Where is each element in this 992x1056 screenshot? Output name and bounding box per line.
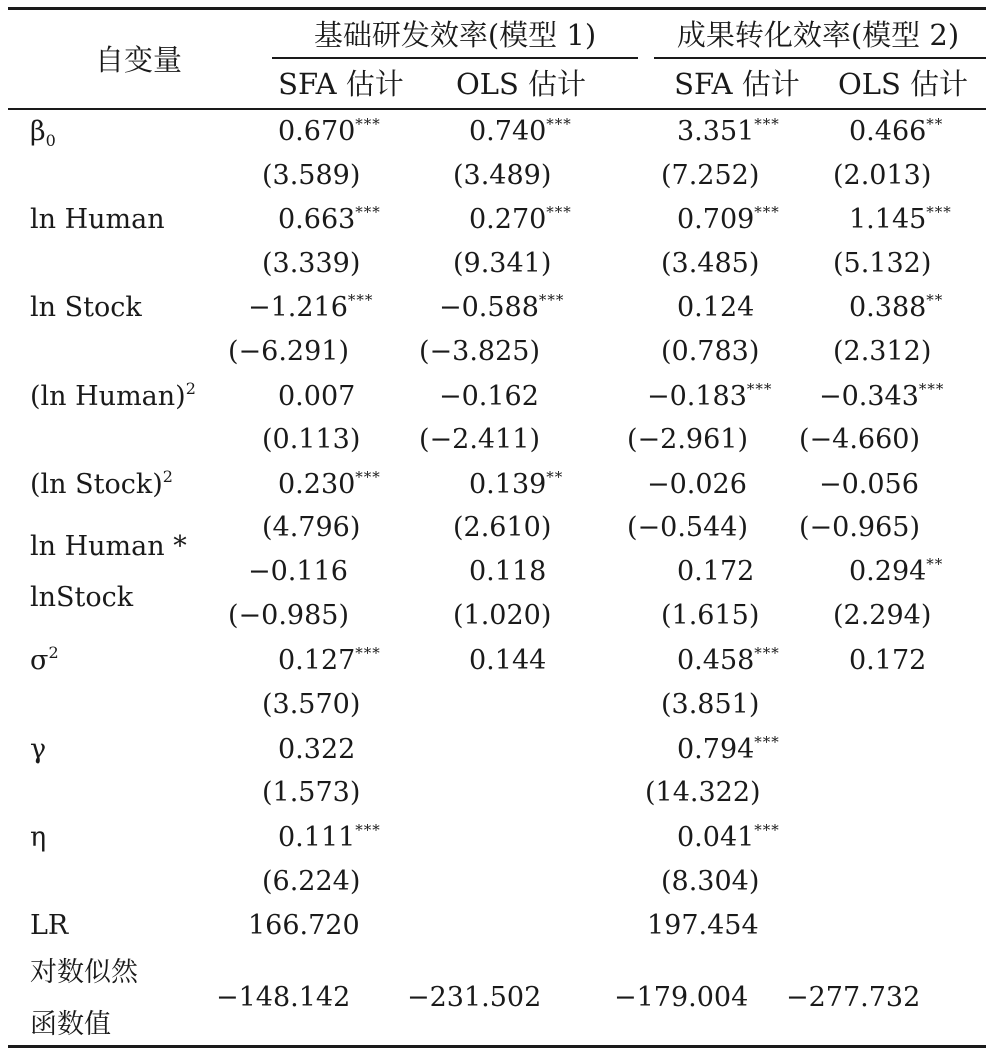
cell-tstat: (2.294): [833, 600, 932, 631]
cell-tstat: (7.252): [661, 160, 760, 191]
label-ln-stock: ln Stock: [30, 292, 142, 323]
cell-tstat: (1.020): [453, 600, 552, 631]
cell-value: −148.142: [216, 982, 351, 1013]
header-ols-2: OLS 估计: [837, 67, 969, 101]
cell-value: −0.026: [647, 469, 747, 500]
cell-tstat: (2.013): [833, 160, 932, 191]
cell-value: 0.458***: [677, 644, 780, 676]
cell-value: 0.172: [677, 556, 755, 587]
cell-value: −231.502: [407, 982, 542, 1013]
cell-value: 0.124: [677, 292, 755, 323]
cell-value: 1.145***: [849, 203, 952, 235]
cell-value: −0.056: [819, 469, 919, 500]
cell-tstat: (−2.961): [627, 424, 748, 455]
cell-value: 0.794***: [677, 733, 780, 765]
cell-tstat: (1.615): [661, 600, 760, 631]
cell-value: 0.270***: [469, 203, 572, 235]
cell-value: 0.118: [469, 556, 547, 587]
cell-tstat: (3.589): [262, 160, 361, 191]
cell-value: 0.388**: [849, 291, 944, 323]
cell-tstat: (0.113): [262, 424, 361, 455]
header-model2: 成果转化效率(模型 2): [676, 18, 960, 52]
cell-tstat: (−0.985): [228, 600, 349, 631]
cell-value: 0.294**: [849, 555, 944, 587]
cell-tstat: (2.312): [833, 336, 932, 367]
cell-tstat: (−0.544): [627, 512, 748, 543]
cell-value: 166.720: [248, 910, 360, 941]
cell-tstat: (3.851): [661, 689, 760, 720]
cell-value: −0.588***: [439, 291, 565, 323]
cell-tstat: (−2.411): [419, 424, 540, 455]
cell-value: −179.004: [614, 982, 749, 1013]
cell-tstat: (5.132): [833, 248, 932, 279]
label-interaction-line2: lnStock: [30, 582, 134, 613]
header-model1: 基础研发效率(模型 1): [313, 18, 597, 52]
label-ln-stock-sq: (ln Stock)$^2$: [30, 467, 173, 500]
cell-tstat: (3.489): [453, 160, 552, 191]
cell-tstat: (3.485): [661, 248, 760, 279]
label-ln-human-sq: (ln Human)$^2$: [30, 379, 196, 412]
top-rule: [8, 7, 986, 10]
cell-tstat: (4.796): [262, 512, 361, 543]
cell-tstat: (14.322): [645, 777, 761, 808]
cell-value: 0.663***: [278, 203, 381, 235]
label-sigma2: $\sigma^2$: [30, 643, 59, 676]
header-rule: [8, 108, 986, 110]
cell-value: 197.454: [647, 910, 759, 941]
cell-value: 0.041***: [677, 821, 780, 853]
cell-tstat: (−3.825): [419, 336, 540, 367]
cell-tstat: (6.224): [262, 866, 361, 897]
cell-value: 0.670***: [278, 115, 381, 147]
header-sfa-1: SFA 估计: [278, 67, 404, 101]
cell-tstat: (9.341): [453, 248, 552, 279]
cell-tstat: (−4.660): [799, 424, 920, 455]
cell-value: −0.162: [439, 381, 539, 412]
cell-value: 0.709***: [677, 203, 780, 235]
bottom-rule: [8, 1045, 986, 1048]
cell-tstat: (0.783): [661, 336, 760, 367]
cell-tstat: (1.573): [262, 777, 361, 808]
cell-value: 0.740***: [469, 115, 572, 147]
cell-tstat: (−6.291): [228, 336, 349, 367]
cell-value: 0.139**: [469, 468, 564, 500]
cell-value: 0.322: [278, 734, 356, 765]
cell-value: 0.466**: [849, 115, 944, 147]
label-eta: η: [30, 822, 47, 853]
cell-value: 3.351***: [677, 115, 780, 147]
cell-tstat: (3.570): [262, 689, 361, 720]
cell-value: −0.116: [248, 556, 348, 587]
header-sfa-2: SFA 估计: [674, 67, 800, 101]
cell-tstat: (3.339): [262, 248, 361, 279]
label-interaction-line1: ln Human *: [30, 531, 187, 562]
cell-value: 0.007: [278, 381, 356, 412]
header-variable: 自变量: [95, 43, 183, 77]
cell-value: 0.111***: [278, 821, 381, 853]
cell-value: 0.230***: [278, 468, 381, 500]
model2-underline: [654, 57, 986, 59]
label-lr: LR: [30, 910, 69, 941]
cell-value: −1.216***: [248, 291, 374, 323]
label-beta0: $\beta_0$: [30, 116, 56, 150]
cell-value: −0.183***: [647, 380, 773, 412]
cell-value: 0.127***: [278, 644, 381, 676]
model1-underline: [272, 57, 638, 59]
label-gamma: γ: [30, 734, 47, 765]
cell-tstat: (8.304): [661, 866, 760, 897]
header-ols-1: OLS 估计: [455, 67, 587, 101]
cell-tstat: (2.610): [453, 512, 552, 543]
cell-value: 0.144: [469, 645, 547, 676]
label-ln-human: ln Human: [30, 204, 165, 235]
label-loglik-line2: 函数值: [30, 1009, 111, 1040]
label-loglik-line1: 对数似然: [30, 957, 138, 988]
cell-value: −277.732: [786, 982, 921, 1013]
cell-value: 0.172: [849, 645, 927, 676]
cell-value: −0.343***: [819, 380, 945, 412]
cell-tstat: (−0.965): [799, 512, 920, 543]
